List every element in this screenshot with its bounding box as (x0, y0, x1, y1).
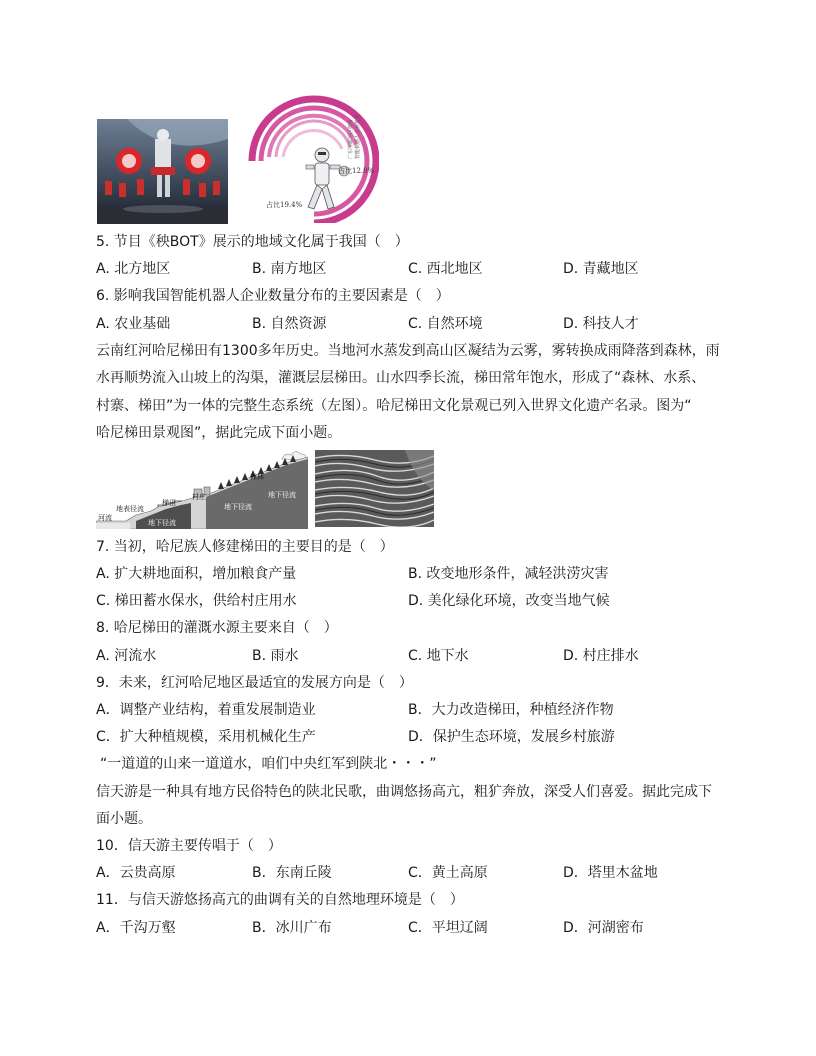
q6-option-d[interactable]: D. 科技人才 (563, 316, 639, 332)
q10-option-d[interactable]: D．塔里木盆地 (563, 865, 658, 881)
label-village: 村庄 (192, 493, 206, 501)
q9-option-a[interactable]: A．调整产业结构，着重发展制造业 (96, 702, 316, 718)
label-underground-flow-lower: 地下径流 (148, 519, 176, 527)
q7-option-d[interactable]: D. 美化绿化环境，改变当地气候 (408, 593, 610, 609)
q7-option-c[interactable]: C. 梯田蓄水保水，供给村庄用水 (96, 593, 297, 609)
hani-terrace-photo (315, 450, 434, 527)
question-9-stem: 9．未来，红河哈尼地区最适宜的发展方向是（ ） (96, 675, 413, 691)
q7-option-a[interactable]: A. 扩大耕地面积，增加粮食产量 (96, 566, 297, 582)
passage-2-line-1: 信天游是一种具有地方民俗特色的陕北民歌，曲调悠扬高亢，粗犷奔放，深受人们喜爱。据此完成下 (96, 784, 712, 800)
q5-option-c[interactable]: C. 西北地区 (408, 261, 483, 277)
terrace-ecosystem-diagram (96, 449, 308, 529)
q9-option-d[interactable]: D．保护生态环境，发展乡村旅游 (408, 729, 615, 745)
q10-option-c[interactable]: C．黄土高原 (408, 865, 488, 881)
percent-upper: 占比12.0% (338, 167, 375, 175)
q10-option-a[interactable]: A．云贵高原 (96, 865, 176, 881)
q11-option-d[interactable]: D．河湖密布 (563, 920, 644, 936)
q6-option-b[interactable]: B. 自然资源 (252, 316, 327, 332)
q6-option-a[interactable]: A. 农业基础 (96, 316, 171, 332)
question-10-stem: 10．信天游主要传唱于（ ） (96, 838, 282, 854)
q7-option-b[interactable]: B. 改变地形条件，减轻洪涝灾害 (408, 566, 609, 582)
q5-option-a[interactable]: A. 北方地区 (96, 261, 171, 277)
question-11-stem: 11．与信天游悠扬高亢的曲调有关的自然地理环境是（ ） (96, 892, 464, 908)
q5-option-d[interactable]: D. 青藏地区 (563, 261, 639, 277)
percent-lower: 占比19.4% (266, 201, 303, 209)
q9-option-b[interactable]: B．大力改造梯田，种植经济作物 (408, 702, 614, 718)
q8-option-d[interactable]: D. 村庄排水 (563, 648, 639, 664)
label-underground-flow-middle: 地下径流 (224, 503, 252, 511)
q8-option-b[interactable]: B. 雨水 (252, 648, 299, 664)
q9-option-c[interactable]: C．扩大种植规模，采用机械化生产 (96, 729, 316, 745)
label-river: 河流 (98, 514, 112, 522)
passage-2-line-2: 面小题。 (96, 811, 152, 827)
q8-option-c[interactable]: C. 地下水 (408, 648, 469, 664)
robot-enterprise-ring-graphic (248, 95, 379, 223)
label-surface-flow: 地表径流 (116, 505, 144, 513)
label-forest: 森林 (250, 473, 264, 481)
passage-1-line-1: 云南红河哈尼梯田有1300多年历史。当地河水蒸发到高山区凝结为云雾，雾转换成雨降落到森林，雨 (96, 343, 720, 359)
q11-option-a[interactable]: A．千沟万壑 (96, 920, 176, 936)
q11-option-c[interactable]: C．平坦辽阔 (408, 920, 488, 936)
passage-2-lyric: “一道道的山来一道道水，咱们中央红军到陕北・・・” (100, 756, 437, 772)
ring-text-2: 智能机器人企业数量 (355, 113, 361, 159)
q10-option-b[interactable]: B．东南丘陵 (252, 865, 332, 881)
q11-option-b[interactable]: B．冰川广布 (252, 920, 332, 936)
question-8-stem: 8. 哈尼梯田的灌溉水源主要来自（ ） (96, 620, 338, 636)
passage-1-line-4: 哈尼梯田景观图”，据此完成下面小题。 (96, 425, 342, 441)
q5-option-b[interactable]: B. 南方地区 (252, 261, 327, 277)
passage-1-line-2: 水再顺势流入山坡上的沟渠，灌溉层层梯田。山水四季长流，梯田常年饱水，形成了“森林、水系、 (96, 370, 706, 386)
question-7-stem: 7. 当初，哈尼族人修建梯田的主要目的是（ ） (96, 539, 394, 555)
yangbot-performance-photo (97, 119, 228, 224)
ring-text-1: 广东所属地区拥有 (348, 118, 354, 159)
q8-option-a[interactable]: A. 河流水 (96, 648, 157, 664)
label-underground-flow-upper: 地下径流 (268, 491, 296, 499)
q6-option-c[interactable]: C. 自然环境 (408, 316, 483, 332)
passage-1-line-3: 村寨、梯田”为一体的完整生态系统（左图）。哈尼梯田文化景观已列入世界文化遗产名录。图为“ (96, 398, 692, 414)
question-6-stem: 6. 影响我国智能机器人企业数量分布的主要因素是（ ） (96, 288, 450, 304)
question-5-stem: 5. 节目《秧BOT》展示的地域文化属于我国（ ） (96, 234, 409, 250)
label-terrace: 梯田 (162, 499, 176, 507)
